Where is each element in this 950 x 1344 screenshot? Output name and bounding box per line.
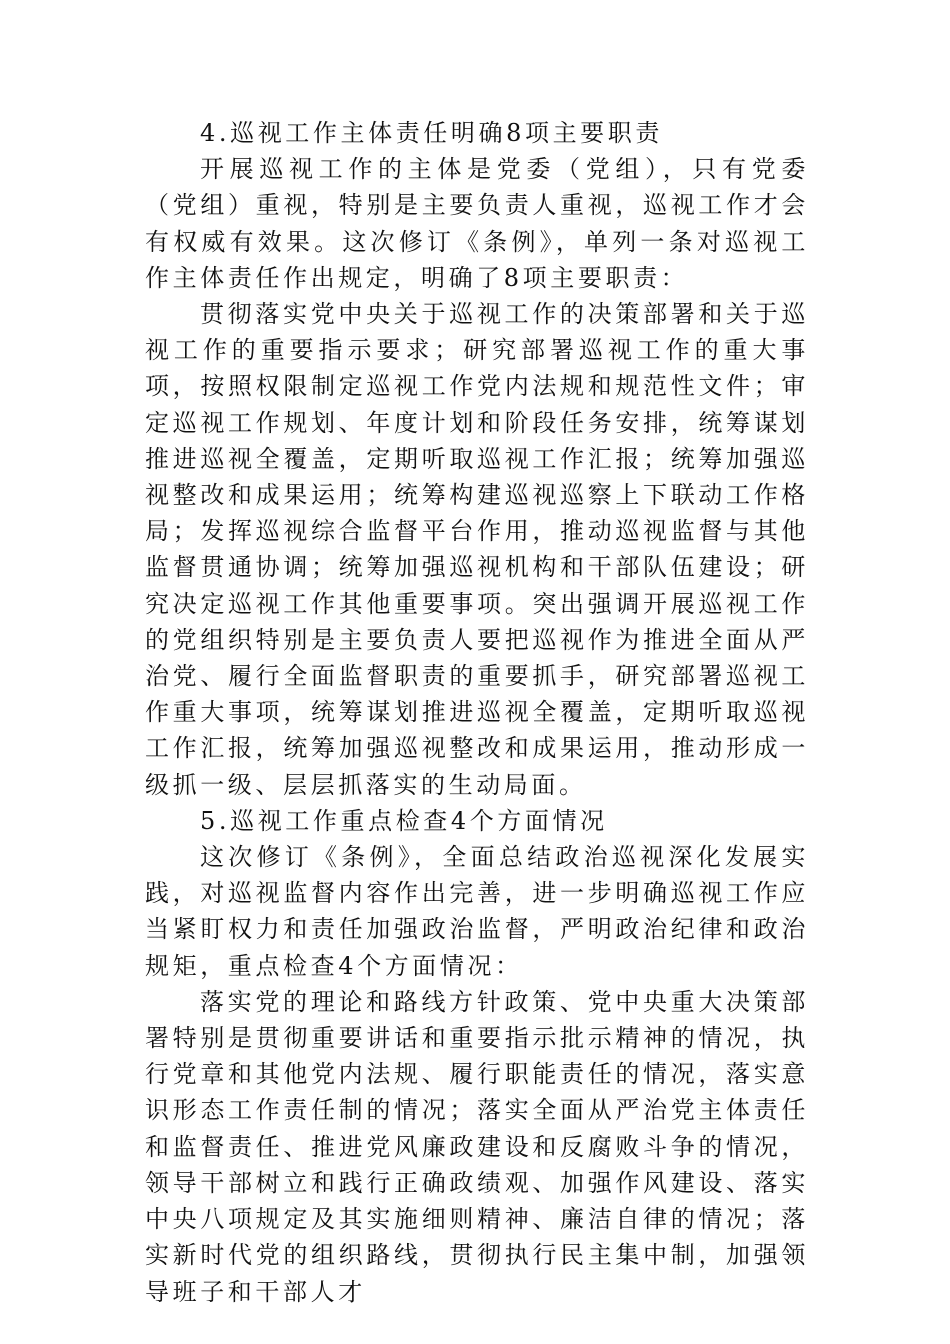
paragraph-checks-5: 落实党的理论和路线方针政策、党中央重大决策部署特别是贯彻重要讲话和重要指示批示精神的情况，执行党章和其他党内法规、履行职能责任的情况，落实意识形态工作责任制的情况；落实全面从严治党主体责任和监督责任、推进党风廉政建设和反腐败斗争的情况，领导干部树立和践行正确政绩观、加强作风建设、落实中央八项规定及其实施细则精神、廉洁自律的情况；落实新时代党的组织路线，贯彻执行民主集中制，加强领导班子和干部人才	[145, 987, 809, 1306]
paragraph-duties-4: 贯彻落实党中央关于巡视工作的决策部署和关于巡视工作的重要指示要求；研究部署巡视工作的重大事项，按照权限制定巡视工作党内法规和规范性文件；审定巡视工作规划、年度计划和阶段任务安排，统筹谋划推进巡视全覆盖，定期听取巡视工作汇报；统筹加强巡视整改和成果运用；统筹构建巡视巡察上下联动工作格局；发挥巡视综合监督平台作用，推动巡视监督与其他监督贯通协调；统筹加强巡视机构和干部队伍建设；研究决定巡视工作其他重要事项。突出强调开展巡视工作的党组织特别是主要负责人要把巡视作为推进全面从严治党、履行全面监督职责的重要抓手，研究部署巡视工作重大事项，统筹谋划推进巡视全覆盖，定期听取巡视工作汇报，统筹加强巡视整改和成果运用，推动形成一级抓一级、层层抓落实的生动局面。	[145, 300, 809, 799]
document-body	[145, 115, 809, 1310]
section-heading-4: 4.巡视工作主体责任明确8项主要职责	[200, 119, 663, 147]
section-heading-5: 5.巡视工作重点检查4个方面情况	[200, 806, 608, 835]
paragraph-intro-4: 开展巡视工作的主体是党委（党组），只有党委（党组）重视，特别是主要负责人重视，巡视工作才会有权威有效果。这次修订《条例》，单列一条对巡视工作主体责任作出规定，明确了8项主要职责：	[145, 155, 809, 292]
paragraph-intro-5: 这次修订《条例》，全面总结政治巡视深化发展实践，对巡视监督内容作出完善，进一步明确巡视工作应当紧盯权力和责任加强政治监督，严明政治纪律和政治规矩，重点检查4个方面情况：	[145, 843, 809, 980]
